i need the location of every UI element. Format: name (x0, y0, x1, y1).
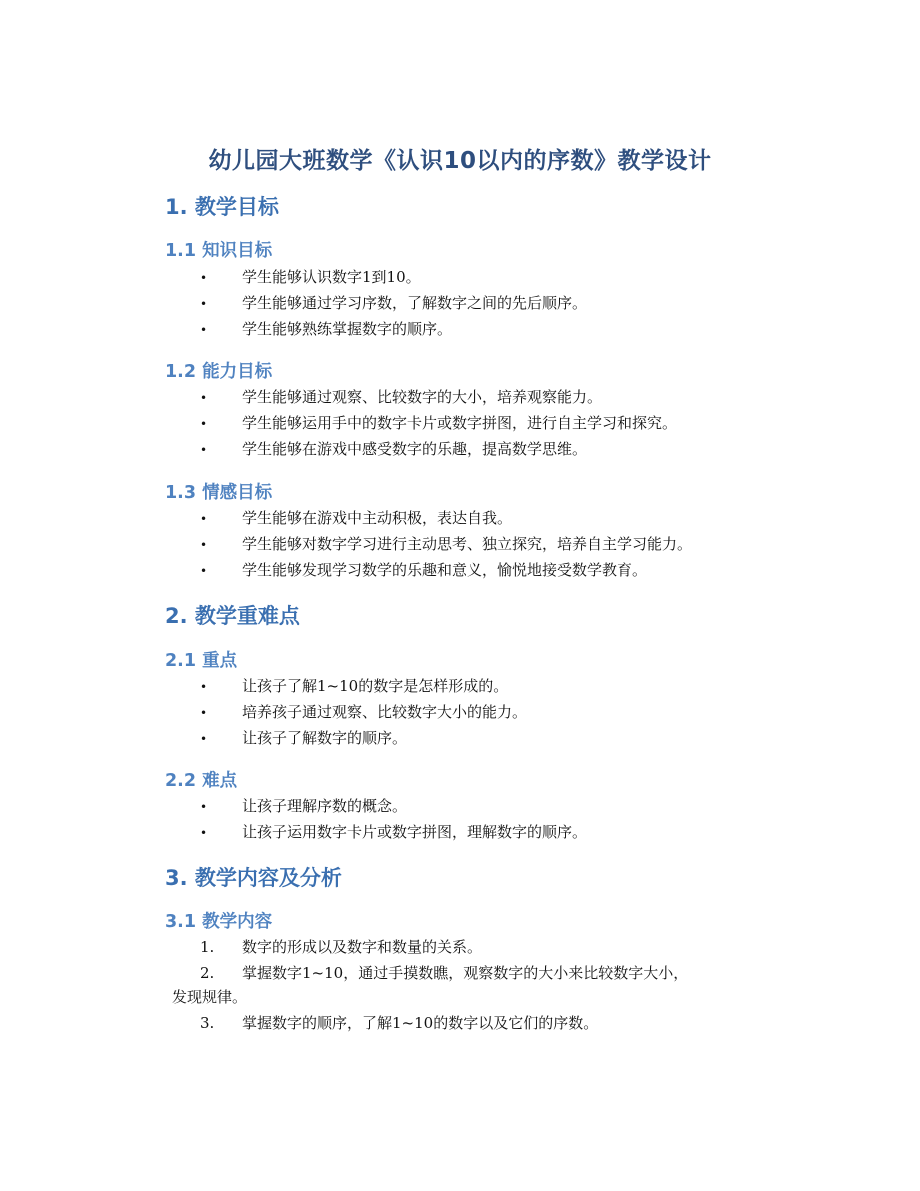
list-item-text: 培养孩子通过观察、比较数字大小的能力。 (242, 703, 528, 721)
bullet-glyph: • (200, 323, 208, 337)
bullet-glyph: • (200, 826, 208, 840)
section-heading-3: 3. 教学内容及分析 (165, 866, 342, 890)
list-item-text: 学生能够认识数字1到10。 (242, 268, 421, 286)
list-item (200, 728, 407, 749)
list-item-text: 学生能够对数字学习进行主动思考、独立探究，培养自主学习能力。 (242, 535, 693, 553)
list-item (200, 508, 512, 529)
list-item (200, 387, 602, 408)
subsection-heading-3-1: 3.1 教学内容 (165, 912, 273, 932)
list-item-text: 让孩子了解1~10的数字是怎样形成的。 (242, 677, 509, 695)
subsection-heading-2-1: 2.1 重点 (165, 651, 238, 671)
list-item-text: 学生能够发现学习数学的乐趣和意义，愉悦地接受数学教育。 (242, 561, 648, 579)
list-item (200, 293, 587, 314)
list-item (200, 413, 677, 434)
list-item (200, 560, 647, 581)
bullet-glyph: • (200, 564, 208, 578)
list-item-text: 让孩子了解数字的顺序。 (242, 729, 408, 747)
list-item (200, 319, 452, 340)
item-number: 2. (200, 964, 215, 982)
item-number: 3. (200, 1014, 215, 1032)
numbered-item-text: 数字的形成以及数字和数量的关系。 (242, 938, 483, 956)
subsection-heading-1-2: 1.2 能力目标 (165, 362, 273, 382)
bullet-glyph: • (200, 297, 208, 311)
subsection-heading-2-2: 2.2 难点 (165, 771, 238, 791)
bullet-glyph: • (200, 271, 208, 285)
document-title: 幼儿园大班数学《认识10以内的序数》教学设计 (208, 148, 712, 174)
list-item (200, 702, 527, 723)
bullet-glyph: • (200, 443, 208, 457)
list-item (200, 439, 587, 460)
list-item-text: 学生能够在游戏中感受数字的乐趣，提高数学思维。 (242, 440, 588, 458)
list-item-text: 学生能够通过观察、比较数字的大小，培养观察能力。 (242, 388, 603, 406)
bullet-glyph: • (200, 706, 208, 720)
numbered-item-continuation: 发现规律。 (172, 988, 248, 1006)
numbered-item (200, 963, 688, 983)
list-item-text: 学生能够熟练掌握数字的顺序。 (242, 320, 453, 338)
subsection-heading-1-3: 1.3 情感目标 (165, 483, 273, 503)
bullet-glyph: • (200, 680, 208, 694)
list-item-text: 让孩子运用数字卡片或数字拼图，理解数字的顺序。 (242, 823, 588, 841)
list-item-text: 学生能够运用手中的数字卡片或数字拼图，进行自主学习和探究。 (242, 414, 678, 432)
bullet-glyph: • (200, 800, 208, 814)
list-item (200, 822, 587, 843)
numbered-item (200, 937, 482, 957)
list-item (200, 796, 407, 817)
section-heading-2: 2. 教学重难点 (165, 604, 300, 628)
list-item-text: 学生能够在游戏中主动积极，表达自我。 (242, 509, 513, 527)
list-item (200, 267, 421, 288)
bullet-glyph: • (200, 512, 208, 526)
numbered-item-text: 掌握数字的顺序，了解1~10的数字以及它们的序数。 (242, 1014, 599, 1032)
list-item (200, 534, 692, 555)
list-item (200, 676, 508, 697)
section-heading-1: 1. 教学目标 (165, 195, 279, 219)
subsection-heading-1-1: 1.1 知识目标 (165, 241, 273, 261)
bullet-glyph: • (200, 391, 208, 405)
numbered-item (200, 1013, 598, 1033)
list-item-text: 让孩子理解序数的概念。 (242, 797, 408, 815)
bullet-glyph: • (200, 417, 208, 431)
bullet-glyph: • (200, 538, 208, 552)
bullet-glyph: • (200, 732, 208, 746)
list-item-text: 学生能够通过学习序数，了解数字之间的先后顺序。 (242, 294, 588, 312)
item-number: 1. (200, 938, 215, 956)
numbered-item-text: 掌握数字1~10，通过手摸数瞧，观察数字的大小来比较数字大小， (242, 964, 689, 982)
